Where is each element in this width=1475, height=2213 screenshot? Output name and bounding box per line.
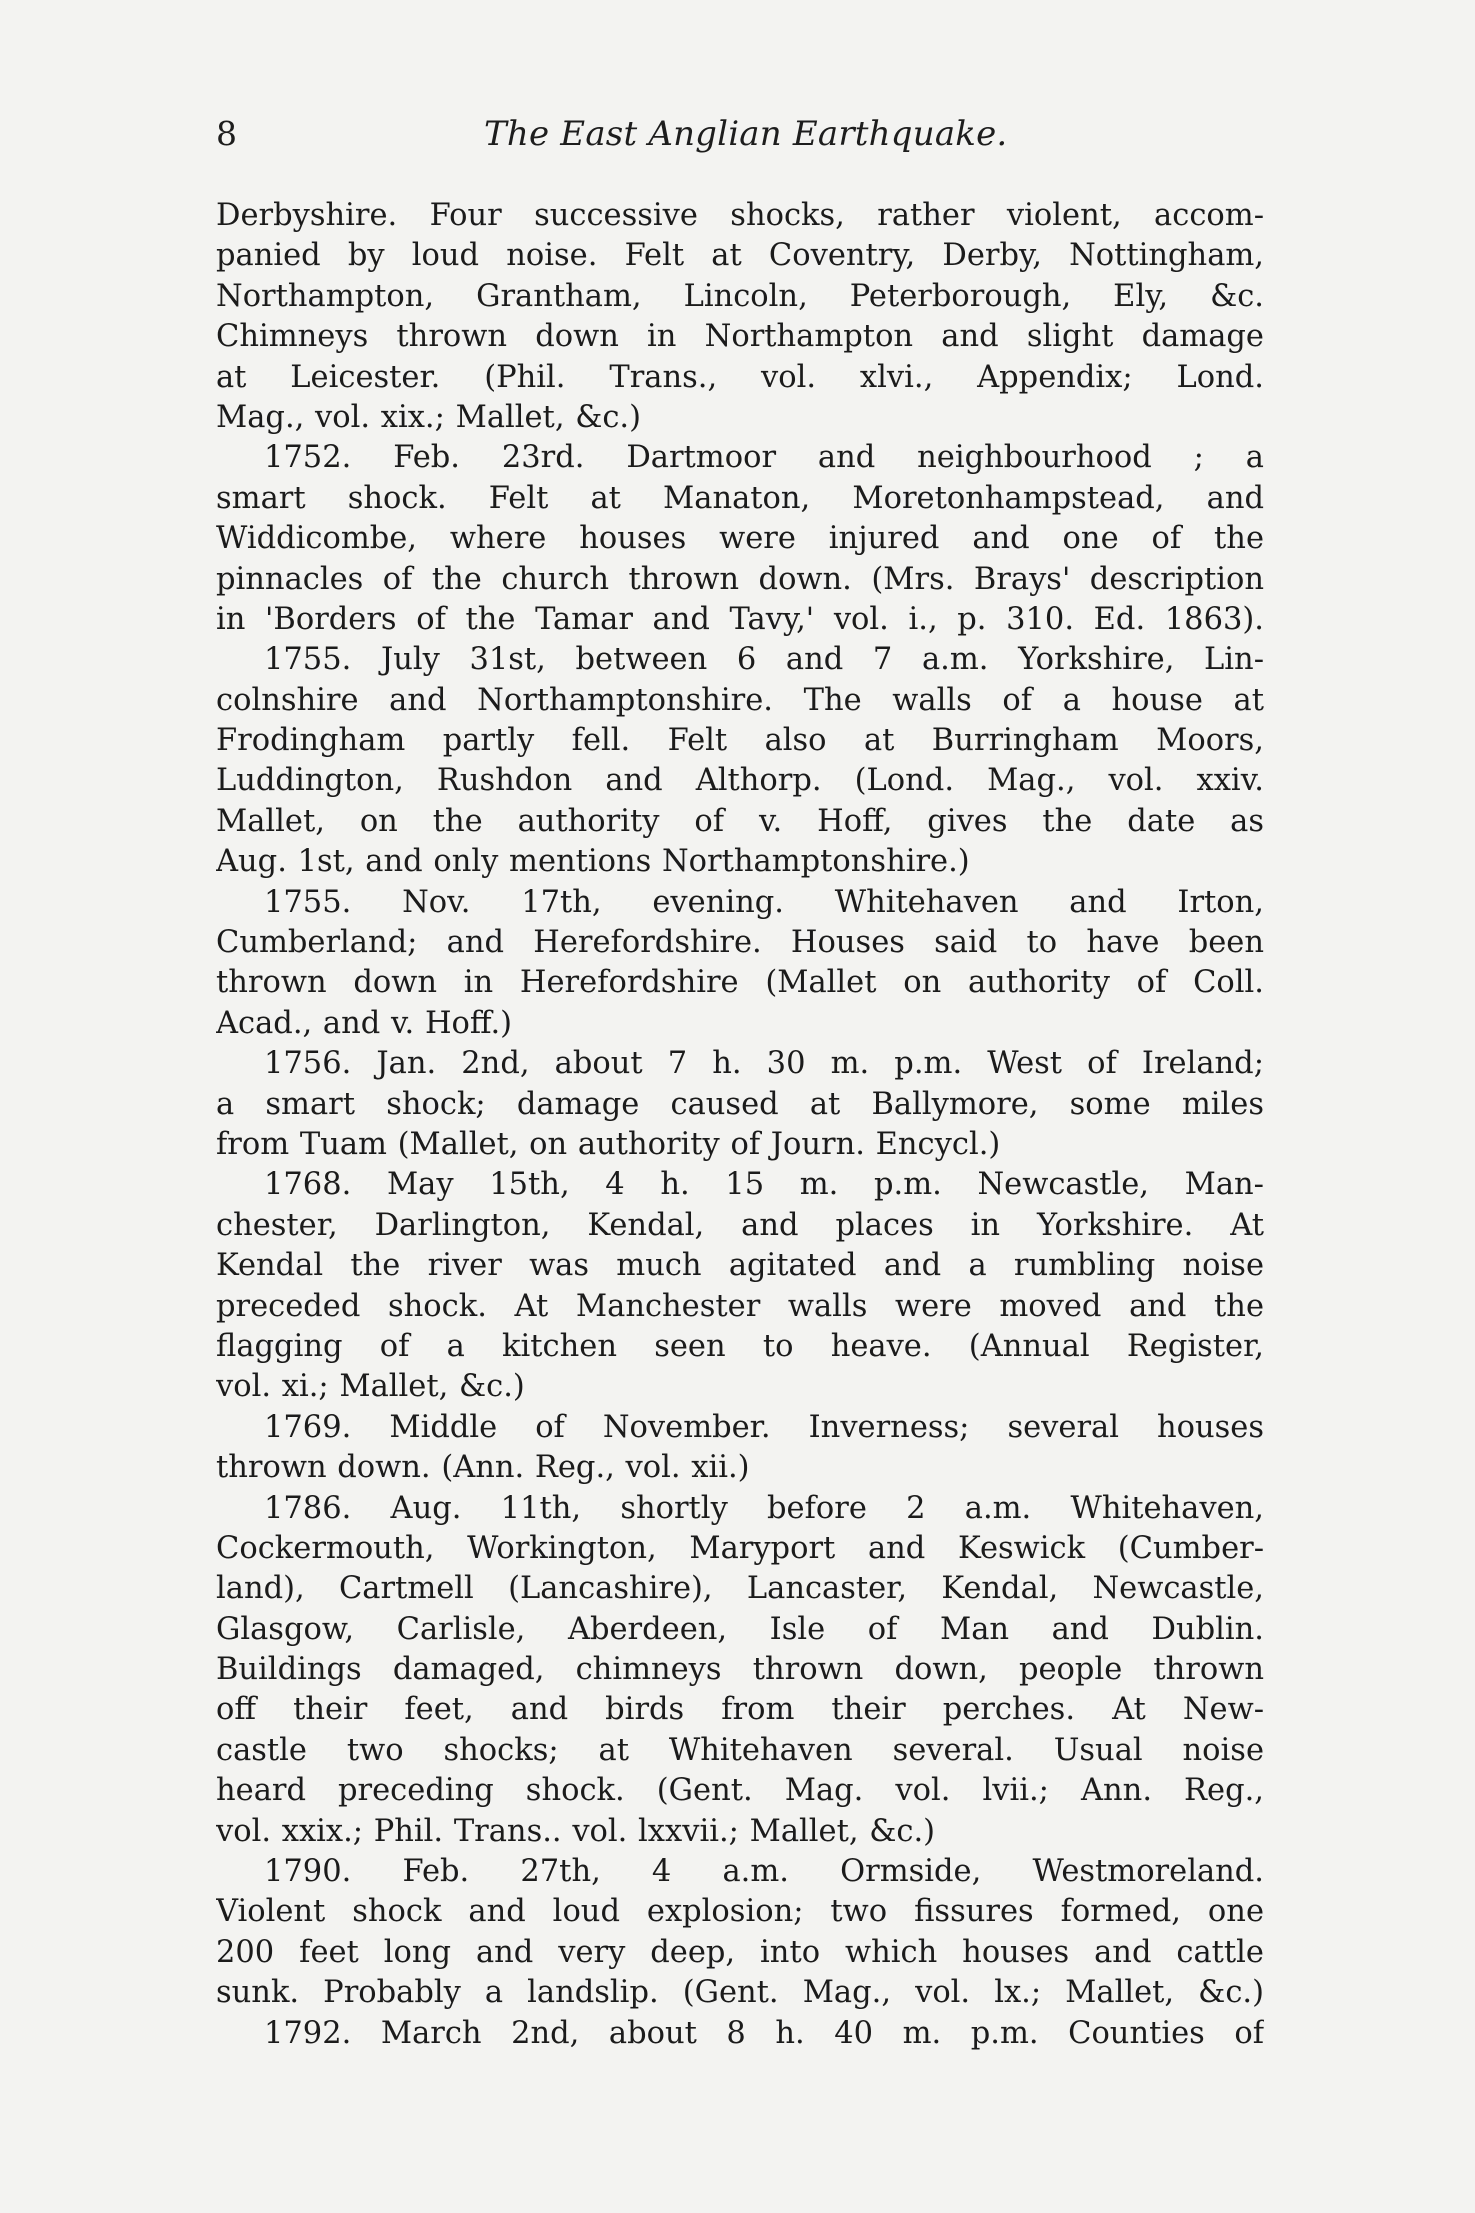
entry-first-line: 1792. March 2nd, about 8 h. 40 m. p.m. Counties of <box>264 2015 1264 2051</box>
entry-first-line: 1755. Nov. 17th, evening. Whitehaven and Irton, <box>264 884 1264 920</box>
text-line: Mag., vol. xix.; Mallet, &c.) <box>216 399 642 435</box>
text-line: Derbyshire. Four successive shocks, rather violent, accom- <box>216 198 1264 233</box>
text-line: Frodingham partly fell. Felt also at Burringham Moors, <box>216 723 1264 759</box>
text-line: Buildings damaged, chimneys thrown down, people thrown <box>216 1652 1264 1688</box>
text-line: heard preceding shock. (Gent. Mag. vol. lvii.; Ann. Reg., <box>216 1773 1264 1809</box>
text-line: Kendal the river was much agitated and a rumbling noise <box>216 1248 1264 1284</box>
text-line: thrown down in Herefordshire (Mallet on authority of Coll. <box>216 965 1264 1001</box>
entry-first-line: 1786. Aug. 11th, shortly before 2 a.m. Whitehaven, <box>264 1490 1264 1526</box>
text-line: a smart shock; damage caused at Ballymore, some miles <box>216 1086 1264 1122</box>
entry-first-line: 1756. Jan. 2nd, about 7 h. 30 m. p.m. West of Ireland; <box>264 1046 1264 1082</box>
text-line: Violent shock and loud explosion; two fissures formed, one <box>216 1894 1264 1930</box>
entry-first-line: 1790. Feb. 27th, 4 a.m. Ormside, Westmoreland. <box>264 1854 1264 1890</box>
text-line: vol. xxix.; Phil. Trans.. vol. lxxvii.; Mallet, &c.) <box>216 1813 936 1849</box>
text-line: flagging of a kitchen seen to heave. (Annual Register, <box>216 1328 1264 1364</box>
entry-first-line: 1755. July 31st, between 6 and 7 a.m. Yorkshire, Lin- <box>264 642 1264 678</box>
text-line: vol. xi.; Mallet, &c.) <box>216 1369 525 1405</box>
text-line: castle two shocks; at Whitehaven several. Usual noise <box>216 1732 1264 1768</box>
text-line: Northampton, Grantham, Lincoln, Peterborough, Ely, &c. <box>216 278 1264 314</box>
text-line: at Leicester. (Phil. Trans., vol. xlvi., Appendix; Lond. <box>216 359 1264 395</box>
entry-first-line: 1768. May 15th, 4 h. 15 m. p.m. Newcastle, Man- <box>264 1167 1264 1203</box>
text-line: Luddington, Rushdon and Althorp. (Lond. Mag., vol. xxiv. <box>216 763 1264 799</box>
text-line: 200 feet long and very deep, into which houses and cattle <box>216 1934 1264 1970</box>
text-line: Widdicombe, where houses were injured and one of the <box>216 521 1264 557</box>
page-header <box>216 112 1266 162</box>
text-line: panied by loud noise. Felt at Coventry, Derby, Nottingham, <box>216 238 1264 274</box>
text-line: Acad., and v. Hoff.) <box>216 1005 513 1041</box>
text-line: thrown down. (Ann. Reg., vol. xii.) <box>216 1450 750 1486</box>
text-line: in 'Borders of the Tamar and Tavy,' vol. i., p. 310. Ed. 1863). <box>216 601 1264 637</box>
text-line: smart shock. Felt at Manaton, Moretonhampstead, and <box>216 480 1264 516</box>
text-line: colnshire and Northamptonshire. The walls of a house at <box>216 682 1264 718</box>
text-line: Aug. 1st, and only mentions Northamptonshire.) <box>216 844 970 880</box>
text-line: Cockermouth, Workington, Maryport and Keswick (Cumber- <box>216 1530 1264 1566</box>
entry-first-line: 1752. Feb. 23rd. Dartmoor and neighbourhood ; a <box>264 440 1264 476</box>
text-line: pinnacles of the church thrown down. (Mrs. Brays' description <box>216 561 1264 597</box>
text-line: preceded shock. At Manchester walls were moved and the <box>216 1288 1264 1324</box>
running-title: The East Anglian Earthquake. <box>484 114 1008 154</box>
text-line: Chimneys thrown down in Northampton and slight damage <box>216 319 1264 355</box>
text-line: sunk. Probably a landslip. (Gent. Mag., vol. lx.; Mallet, &c.) <box>216 1975 1264 2011</box>
text-line: land), Cartmell (Lancashire), Lancaster, Kendal, Newcastle, <box>216 1571 1264 1607</box>
text-line: chester, Darlington, Kendal, and places in Yorkshire. At <box>216 1207 1264 1243</box>
text-line: Mallet, on the authority of v. Hoff, gives the date as <box>216 803 1264 839</box>
entry-first-line: 1769. Middle of November. Inverness; several houses <box>264 1409 1264 1445</box>
text-line: Glasgow, Carlisle, Aberdeen, Isle of Man and Dublin. <box>216 1611 1264 1647</box>
body-text <box>216 196 1264 2054</box>
text-line: off their feet, and birds from their perches. At New- <box>216 1692 1264 1728</box>
text-line: from Tuam (Mallet, on authority of Journ. Encycl.) <box>216 1126 1001 1162</box>
text-line: Cumberland; and Herefordshire. Houses said to have been <box>216 925 1264 961</box>
page-number: 8 <box>216 114 237 153</box>
